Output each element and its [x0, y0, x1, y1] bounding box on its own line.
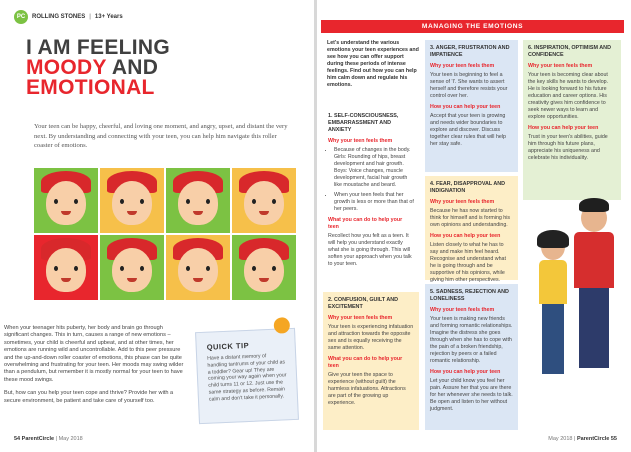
- intro-paragraph: Your teen can be happy, cheerful, and loving one moment, and angry, upset, and distant the very next. By understanding and connecting with your teen, you can help him navigate this roller coaster of emotions.: [34, 123, 288, 149]
- article-headline: [26, 38, 256, 98]
- card-text: Accept that your teen is growing and needs wider boundaries to explore and discover. Discuss together clear rules that will help her stay safe.: [430, 113, 506, 147]
- emotion-card-3: [425, 40, 518, 172]
- headline-emotional: EMOTIONAL: [26, 76, 155, 99]
- right-page: [317, 0, 631, 452]
- card-text: Recollect how you felt as a teen. It will help you understand exactly what she is going through. This will soften your approach when you talk to your teen.: [328, 233, 412, 267]
- page-number: 54: [14, 436, 21, 442]
- emotion-tile: [166, 235, 230, 300]
- card-text: Because he has now started to think for himself and is forming his own opinions and understanding.: [430, 208, 511, 228]
- card-subhead: Why your teen feels them: [430, 63, 495, 69]
- emotion-tile: [34, 168, 98, 233]
- column-intro: Let's understand the various emotions your teen experiences and see how you can offer support during these periods of intense feelings. Find out how you can help him calm down and regulate his emotions.: [327, 40, 419, 88]
- emotion-card-4: [425, 176, 518, 283]
- card-title: 5. SADNESS, REJECTION AND LONELINESS: [430, 289, 509, 302]
- card-subhead: How you can help your teen: [430, 369, 501, 375]
- footer-brand: ParentCircle: [21, 436, 55, 442]
- emotion-tile: [232, 168, 296, 233]
- quick-tip-text: Have a distant memory of handling tantrums of your child as a toddler? Gear up! They are coming your way again when your child turns 11 or 12. Just use the same strategy as before. Remain calm and don't take it personally.: [207, 353, 287, 403]
- quick-tip-title: QUICK TIP: [206, 340, 250, 352]
- card-text: Listen closely to what he has to say and make him feel heard. Recognise and understand what he is going through and be supportive of his opinions, while giving him other perspectives.: [430, 242, 506, 283]
- card-title: 3. ANGER, FRUSTRATION AND IMPATIENCE: [430, 45, 510, 58]
- quick-tip-note: [195, 328, 299, 424]
- pushpin-icon: [273, 317, 290, 334]
- card-subhead: How you can help your teen: [528, 125, 599, 131]
- card-subhead: What you can do to help your teen: [328, 217, 403, 230]
- card-text: Your teen is experiencing infatuation and attraction towards the opposite sex and is equally receiving the same attention.: [328, 324, 414, 351]
- emotion-card-5: [425, 284, 518, 430]
- card-subhead: Why your teen feels them: [430, 199, 495, 205]
- kicker-separator: |: [89, 14, 91, 20]
- teen-boy-illustration: [565, 204, 623, 374]
- card-subhead: What you can do to help your teen: [328, 356, 403, 369]
- card-text: Your teen is beginning to feel a sense of 'I'. She wants to assert herself and therefore resists your control over her.: [430, 72, 508, 99]
- card-title: 4. FEAR, DISAPPROVAL AND INDIGNATION: [430, 181, 506, 194]
- kicker-age: 13+ Years: [94, 14, 123, 20]
- body-text: [4, 325, 186, 405]
- card-subhead: How you can help your teen: [430, 233, 501, 239]
- footer-date: May 2018: [548, 436, 573, 442]
- headline-line1: I AM FEELING: [26, 36, 170, 59]
- card-title: 6. INSPIRATION, OPTIMISM AND CONFIDENCE: [528, 45, 611, 58]
- card-title: 1. SELF-CONSCIOUSNESS, EMBARRASSMENT AND ANXIETY: [328, 113, 399, 133]
- card-bullet: • When your teen feels that her growth is less or more than that of her peers.: [334, 192, 414, 213]
- card-text: Give your teen the space to experience (without guilt) the harmless infatuations. Attractions are part of the growing up experience.: [328, 372, 406, 406]
- page-number: 55: [610, 436, 617, 442]
- card-bullet: • Because of changes in the body. Girls: Rounding of hips, breast development and hair growth. Boys: Voice changes, muscle development, facial hair growth like moustache and beard.: [334, 147, 414, 189]
- footer-date: May 2018: [58, 436, 83, 442]
- headline-moody: MOODY: [26, 56, 107, 79]
- left-page: [0, 0, 314, 452]
- headline-and: AND: [111, 56, 159, 79]
- kicker-section: ROLLING STONES: [32, 14, 86, 20]
- card-subhead: How you can help your teen: [430, 104, 501, 110]
- emotion-card-1: [323, 108, 419, 288]
- body-paragraph: But, how can you help your teen cope and thrive? Provide her with a secure environment, be patient and take care of yourself too.: [4, 390, 174, 404]
- emotion-tile: [166, 168, 230, 233]
- card-subhead: Why your teen feels them: [528, 63, 593, 69]
- emotion-tile: [100, 235, 164, 300]
- emotion-card-2: [323, 292, 419, 430]
- left-footer: 54 ParentCircle | May 2018: [14, 436, 83, 442]
- emotion-tile: [34, 235, 98, 300]
- section-kicker: [14, 10, 123, 24]
- card-subhead: Why your teen feels them: [430, 307, 495, 313]
- card-subhead: Why your teen feels them: [328, 138, 393, 144]
- body-paragraph: When your teenager hits puberty, her body and brain go through significant changes. This in turn, causes a range of new emotions – sometimes, your child is cheerful and upbeat, and at other times, her emotions are running wild and uncontrollable. Add to this peer pressure and the up-and-down roller coaster of emotions, this phase can be quite overwhelming and frustrating for your teen. Her moods may swing wilder than a pendulum, but remember it is mostly normal for your teen to have these mood swings.: [4, 325, 184, 383]
- card-text: Let your child know you feel her pain. Assure her that you are there for her whenever she needs to talk. Be open and listen to her without judgment.: [430, 378, 513, 412]
- section-banner: MANAGING THE EMOTIONS: [321, 20, 624, 33]
- card-title: 2. CONFUSION, GUILT AND EXCITEMENT: [328, 297, 399, 310]
- card-subhead: Why your teen feels them: [328, 315, 393, 321]
- emotion-card-6: [523, 40, 621, 200]
- card-text: Your teen is making new friends and forming romantic relationships. Imagine the distress she goes through when she has to cope with the pain of a broken friendship, rejection by peers or a failed romantic relationship.: [430, 316, 513, 364]
- footer-brand: ParentCircle: [576, 436, 610, 442]
- brand-logo-icon: PC: [14, 10, 28, 24]
- card-text: Your teen is becoming clear about the key skills he wants to develop. He is looking forward to his future education and career options. His creativity gives him confidence to seek newer ways to learn and explore opportunities.: [528, 72, 609, 120]
- card-text: Trust in your teen's abilities, guide him through his future plans, appreciate his uniqueness and celebrate his individuality.: [528, 134, 608, 161]
- emotion-tile: [100, 168, 164, 233]
- emotion-tile: [232, 235, 296, 300]
- emotion-illustration-grid: [34, 168, 296, 300]
- right-footer: May 2018 | ParentCircle 55: [548, 436, 617, 442]
